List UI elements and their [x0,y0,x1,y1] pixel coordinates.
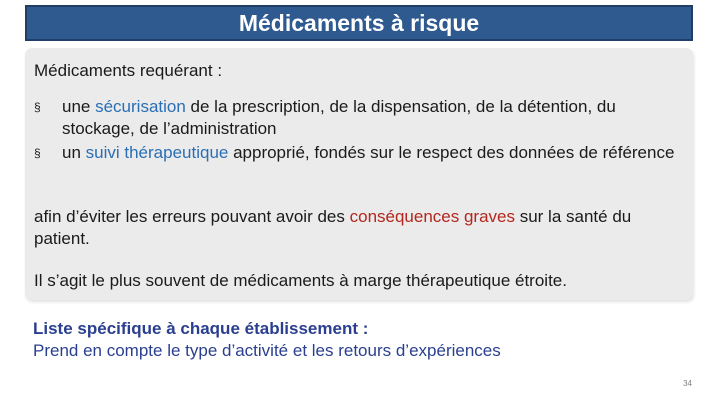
bullet-text-pre: un [62,143,86,162]
bullet-highlight: sécurisation [95,97,186,116]
bullet-item-securisation [34,96,684,140]
paragraph-marge: Il s’agit le plus souvent de médicaments à marge thérapeutique étroite. [34,271,567,290]
footer-note [33,318,673,362]
bullet-text [62,142,684,164]
paragraph-pre: afin d’éviter les erreurs pouvant avoir des [34,207,350,226]
intro-text: Médicaments requérant : [34,61,223,80]
bullet-text-pre: une [62,97,96,116]
bullet-text-post: approprié, fondés sur le respect des données de référence [228,143,675,162]
paragraph-post: sur la santé du patient. [34,207,632,248]
bullet-marker: § [34,146,41,160]
bullet-marker: § [34,100,41,114]
footer-title: Liste spécifique à chaque établissement : [33,319,369,338]
bullet-text-post: de la prescription, de la dispensation, de la détention, du stockage, de l’administration [62,97,616,138]
slide-title: Médicaments à risque [25,5,693,41]
paragraph-highlight: conséquences graves [349,207,515,226]
footer-subtitle: Prend en compte le type d’activité et les retours d’expériences [33,341,501,360]
bullet-item-suivi [34,142,684,164]
bullet-highlight: suivi thérapeutique [85,143,229,162]
bullet-text [62,96,684,140]
paragraph-consequences [34,206,684,250]
page-number: 34 [683,379,692,388]
bullet-list [34,96,684,166]
content-panel [25,48,693,300]
